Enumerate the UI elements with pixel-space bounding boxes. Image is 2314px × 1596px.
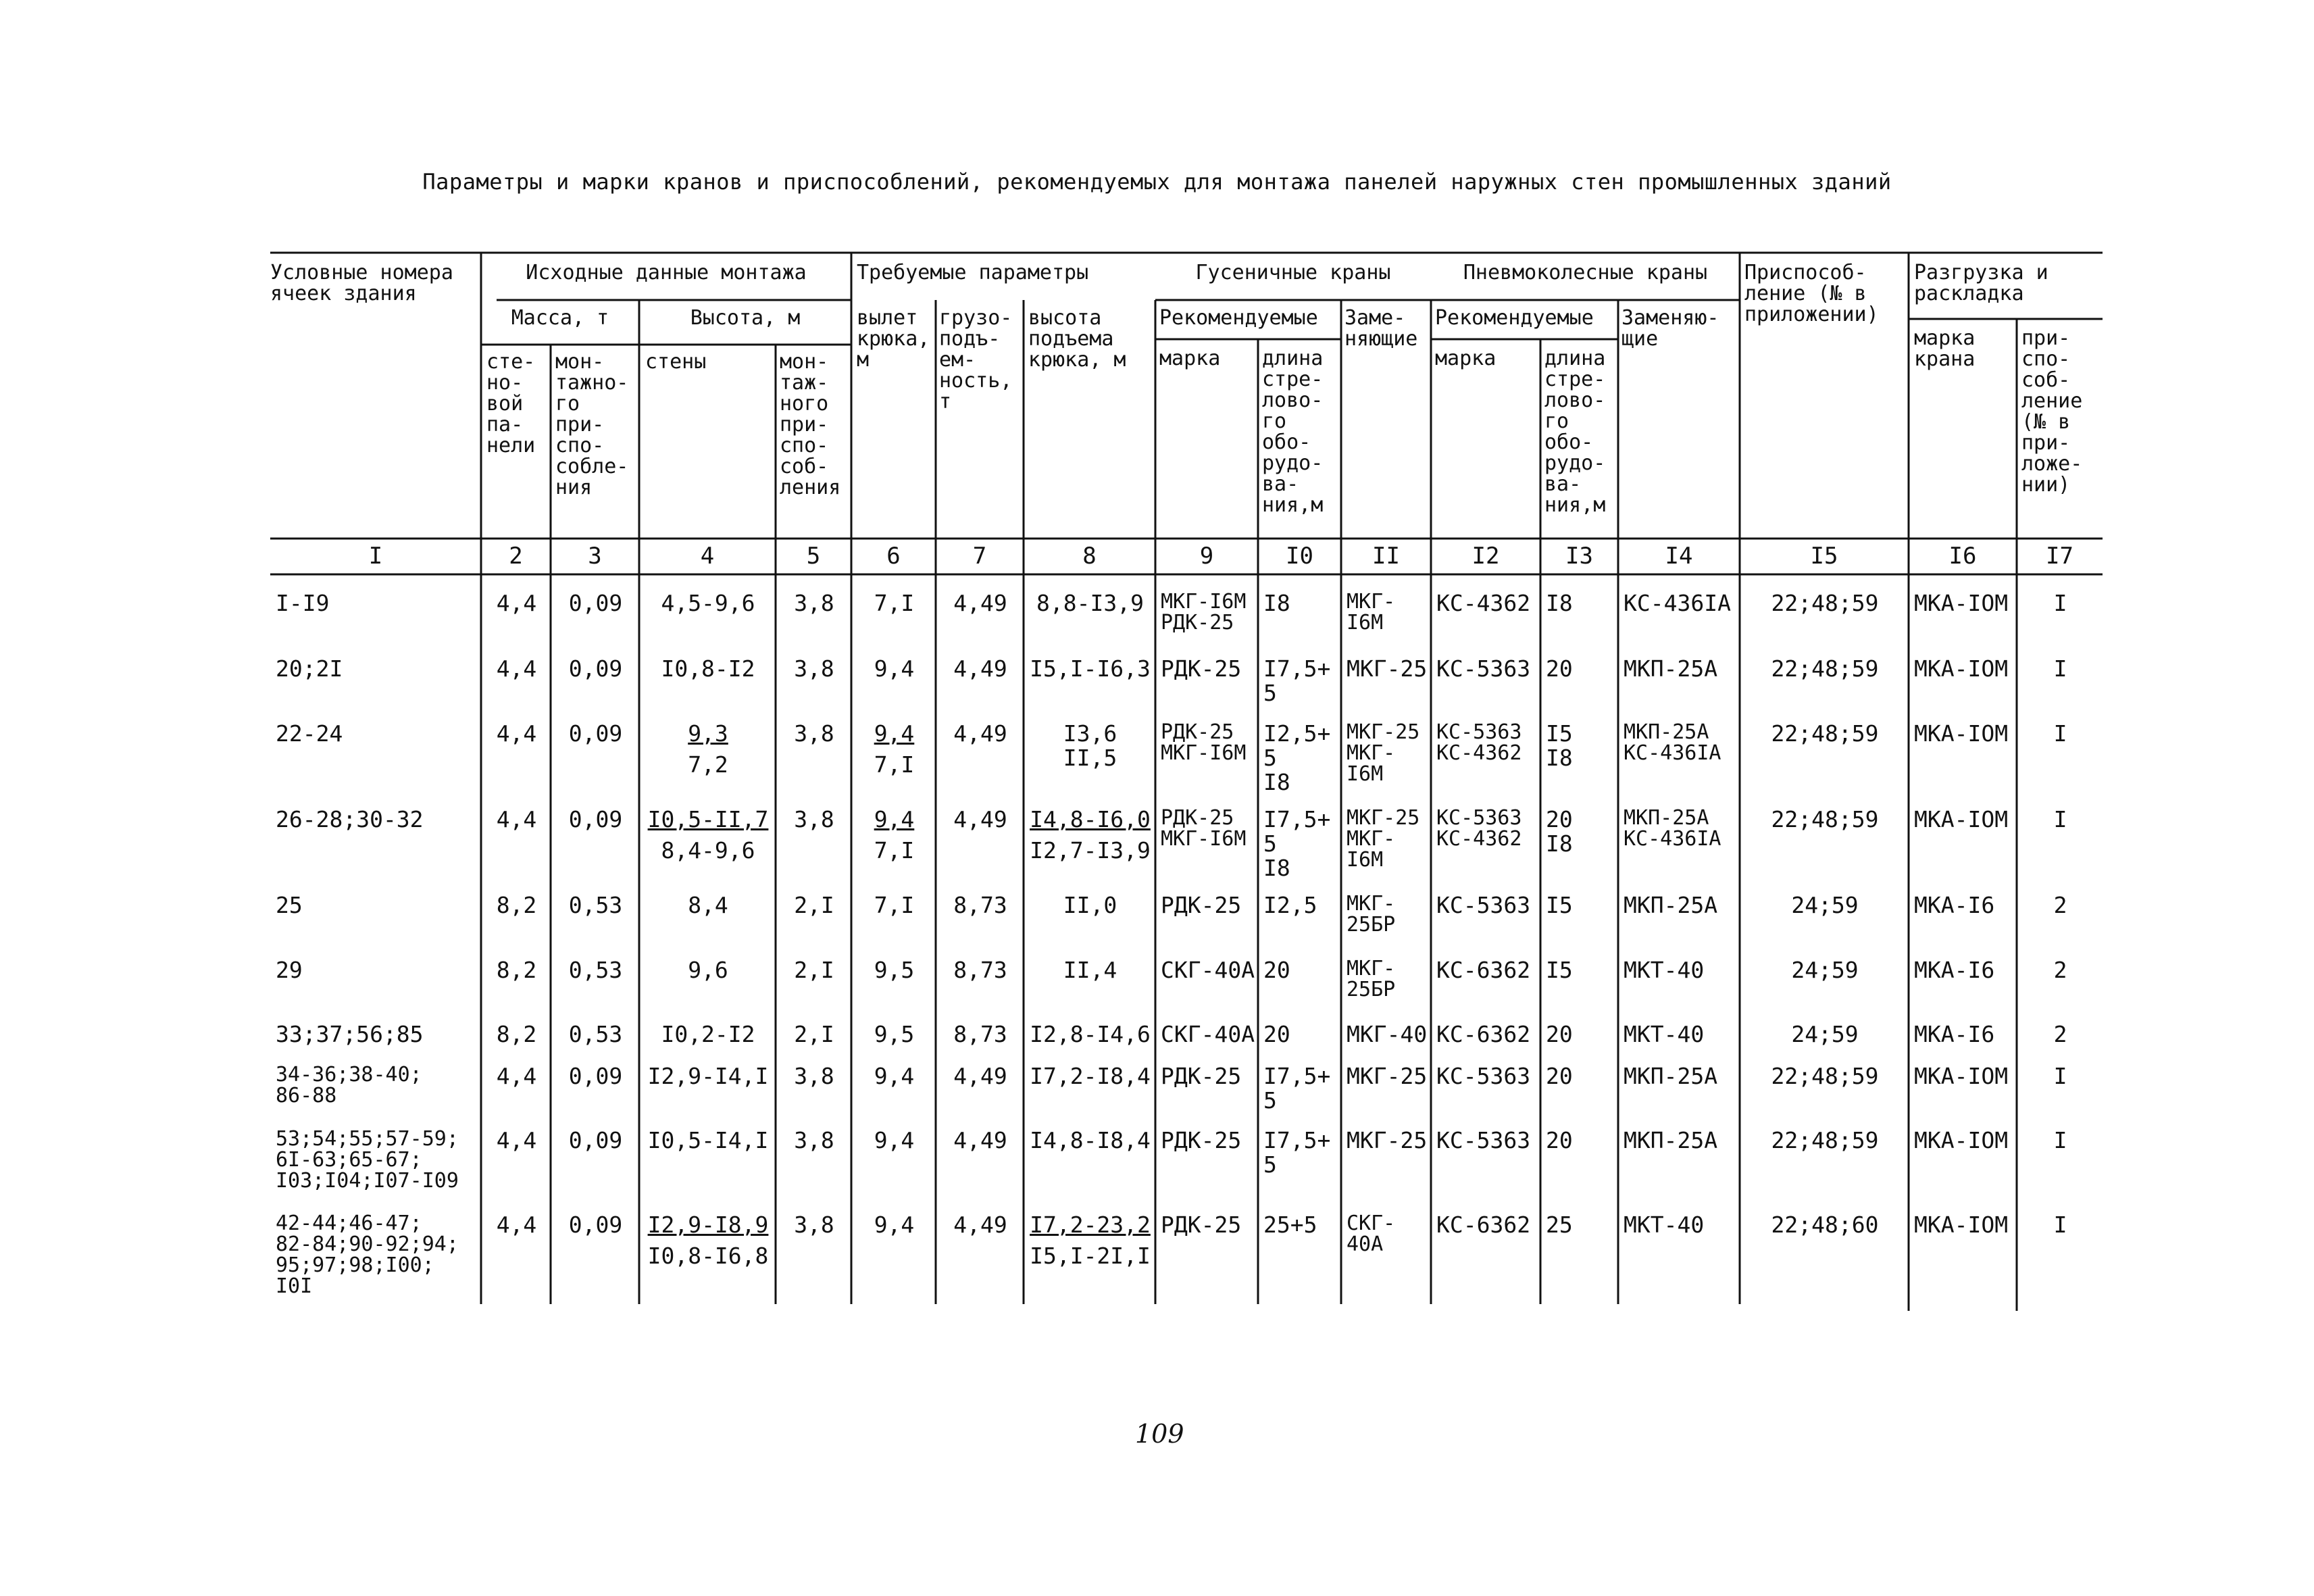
fraction-denominator: 7,2 [688,751,728,778]
table-cell: I8 [1263,590,1290,616]
table-cell: 4,4 [496,720,537,747]
table-cell [1029,807,1151,863]
header-mark-1: марка [1159,347,1221,370]
table-cell: 0,09 [568,806,623,832]
table-cell: 0,09 [568,590,623,616]
column-number: 3 [588,543,602,570]
header-hook-reach: вылет крюка, м [857,306,930,372]
row-label: 29 [276,957,303,983]
table-cell: I [2053,720,2067,747]
fraction-numerator: I7,2-23,2 [1030,1212,1151,1238]
table-cell: I [2053,806,2067,832]
row-label: 34-36;38-40; 86-88 [276,1063,422,1107]
table-cell: 3,8 [794,1063,834,1089]
table-cell: КС-6362 [1436,957,1531,983]
header-device: Приспособ- ление (№ в приложении) [1744,261,1879,326]
table-cell [645,807,772,863]
table-cell: I5 [1546,957,1573,983]
table-cell: КС-5363 [1436,1127,1531,1153]
table-cell: 20 [1546,1127,1573,1153]
header-recommended-1: Рекомендуемые [1159,306,1318,330]
table-cell: МКГ- 25БР [1347,957,1396,1001]
column-number: 6 [886,543,901,570]
table-cell: КС-5363 [1436,655,1531,682]
table-cell: КС-5363 [1436,892,1531,918]
table-cell: 8,2 [496,957,537,983]
table-cell: МКГ-25 МКГ- I6М [1347,806,1420,872]
fraction-numerator: 9,3 [688,720,728,747]
table-cell: 4,49 [953,590,1007,616]
table-cell: МКП-25А [1624,1127,1718,1153]
table-cell: МКГ-25 [1347,1063,1428,1089]
table-cell: МКА-IОМ [1914,1127,2009,1153]
table-cell: 20 I8 [1546,806,1573,857]
table-cell: МКА-I6 [1914,957,1995,983]
column-number: I3 [1565,543,1593,570]
header-initial-data: Исходные данные монтажа [526,261,807,284]
table-cell: 25 [1546,1212,1573,1238]
table-cell: МКП-25А [1624,1063,1718,1089]
table-cell: МКА-IОМ [1914,720,2009,747]
table-cell: 8,8-I3,9 [1036,590,1144,616]
table-cell: II,4 [1063,957,1117,983]
header-mass: Масса, т [511,306,609,330]
header-cell-numbers: Условные номера ячеек здания [270,261,453,305]
table-cell: I2,8-I4,6 [1030,1021,1151,1047]
column-number: 8 [1082,543,1097,570]
table-cell: МКГ- I6М [1347,590,1396,634]
table-cell: 4,4 [496,1212,537,1238]
column-number: 2 [509,543,523,570]
row-label: 25 [276,892,303,918]
table-cell [857,722,932,777]
column-number: I6 [1948,543,1977,570]
table-cell: 0,09 [568,1127,623,1153]
table-cell [645,722,772,777]
table-cell: МКА-IОМ [1914,590,2009,616]
header-boom-length-1: длина стре- лово- го обо- рудо- ва- ния,м [1262,347,1324,517]
table-cell: 22;48;59 [1771,655,1879,682]
table-cell: 8,2 [496,1021,537,1047]
table-title: Параметры и марки кранов и приспособлений, рекомендуемых для монтажа панелей наружных стен промышленных зданий [422,169,1892,195]
header-required-params: Требуемые параметры [857,261,1089,284]
header-recommended-2: Рекомендуемые [1435,306,1594,330]
table-cell: РДК-25 МКГ-I6М [1161,720,1247,765]
table-cell [857,807,932,863]
table-cell: 4,49 [953,806,1007,832]
table-cell: I5 I8 [1546,720,1573,771]
table-cell: 20 [1263,957,1290,983]
row-label: 26-28;30-32 [276,806,424,832]
table-cell: КС-6362 [1436,1212,1531,1238]
table-cell: 20 [1546,655,1573,682]
table-cell: 22;48;59 [1771,806,1879,832]
table-cell: 7,I [874,892,915,918]
table-cell: II,0 [1063,892,1117,918]
table-cell: I7,5+ 5 I8 [1263,806,1331,881]
column-number: 9 [1199,543,1214,570]
fraction-denominator: 7,I [874,751,915,778]
table-cell: 8,4 [688,892,728,918]
table-cell: 25+5 [1263,1212,1317,1238]
header-device-2: при- спо- соб- ление (№ в при- ложе- нии) [2021,326,2083,497]
table-cell [645,1213,772,1268]
table-cell: I7,2-I8,4 [1030,1063,1151,1089]
table-cell: МКГ-25 [1347,655,1428,682]
table-cell: 22;48;60 [1771,1212,1879,1238]
table-cell: КС-4362 [1436,590,1531,616]
table-cell: 0,09 [568,1063,623,1089]
table-cell: 2,I [794,892,834,918]
column-number: I7 [2046,543,2073,570]
header-replacing-1: Заме- няющие [1344,306,1418,351]
table-cell: I8 [1546,590,1573,616]
table-cell: I [2053,1063,2067,1089]
table-cell: РДК-25 [1161,1212,1242,1238]
table-cell: КС-5363 КС-4362 [1436,720,1522,765]
table-cell: 0,09 [568,720,623,747]
table-cell: 9,5 [874,1021,915,1047]
table-cell [1029,1213,1151,1268]
header-wall-panel: сте- но- вой па- нели [486,350,536,457]
table-cell: I [2053,590,2067,616]
table-cell: 4,4 [496,806,537,832]
table-cell: РДК-25 [1161,1063,1242,1089]
header-unloading: Разгрузка и раскладка [1914,261,2048,305]
table-cell: МКА-I6 [1914,1021,1995,1047]
table-cell: МКГ-I6М РДК-25 [1161,590,1247,634]
table-cell: РДК-25 МКГ-I6М [1161,806,1247,851]
table-cell: 4,4 [496,655,537,682]
table-cell: 22;48;59 [1771,720,1879,747]
fraction-denominator: 8,4-9,6 [661,837,755,864]
fraction-numerator: 9,4 [874,806,915,832]
table-cell: I0,8-I2 [661,655,755,682]
table-cell: 0,53 [568,957,623,983]
table-cell: 9,4 [874,1063,915,1089]
table-cell: МКП-25А КС-436IА [1624,806,1721,851]
table-cell: МКА-IОМ [1914,806,2009,832]
table-cell: МКА-IОМ [1914,1212,2009,1238]
header-crawler-cranes: Гусеничные краны [1195,261,1391,284]
column-number: I0 [1286,543,1313,570]
table-cell: СКГ- 40А [1347,1212,1396,1256]
row-label: 20;2I [276,655,343,682]
table-cell: I7,5+ 5 [1263,1127,1331,1178]
fraction-denominator: I2,7-I3,9 [1030,837,1151,864]
table-cell: 0,09 [568,1212,623,1238]
table-cell: 0,53 [568,1021,623,1047]
table-cell: 9,6 [688,957,728,983]
fraction-numerator: 9,4 [874,720,915,747]
column-number: I2 [1472,543,1500,570]
table-cell: МКГ- 25БР [1347,892,1396,937]
column-number: II [1372,543,1400,570]
table-cell: РДК-25 [1161,1127,1242,1153]
table-cell: I [2053,1127,2067,1153]
table-cell: МКП-25А КС-436IА [1624,720,1721,765]
column-number: I4 [1665,543,1693,570]
table-cell: I2,5 [1263,892,1317,918]
header-hook-lift-height: высота подъема крюка, м [1028,306,1126,372]
header-boom-length-2: длина стре- лово- го обо- рудо- ва- ния,м [1544,347,1606,517]
table-cell: 0,53 [568,892,623,918]
table-cell: МКА-IОМ [1914,655,2009,682]
fraction-denominator: I5,I-2I,I [1030,1243,1151,1269]
table-cell: 0,09 [568,655,623,682]
table-cell: РДК-25 [1161,655,1242,682]
header-walls: стены [645,350,707,374]
table-cell: 8,73 [953,957,1007,983]
table-cell: 3,8 [794,806,834,832]
table-cell: 3,8 [794,590,834,616]
header-replacing-2: Заменяю- щие [1621,306,1719,351]
table-cell: 2,I [794,957,834,983]
table-cell: 2 [2053,957,2067,983]
table-cell: КС-6362 [1436,1021,1531,1047]
row-label: 42-44;46-47; 82-84;90-92;94; 95;97;98;I00; I0I [276,1212,459,1298]
table-cell: КС-5363 КС-4362 [1436,806,1522,851]
table-cell: 4,49 [953,1212,1007,1238]
table-cell: 22;48;59 [1771,1127,1879,1153]
table-cell: 7,I [874,590,915,616]
table-cell: 22;48;59 [1771,590,1879,616]
header-mounting-device-mass: мон- тажно- го при- спо- собле- ния [555,350,629,499]
header-height: Высота, м [690,306,801,330]
table-cell: I [2053,1212,2067,1238]
header-load-capacity: грузо- подъ- ем- ность, т [939,306,1013,414]
table-cell: МКГ-25 МКГ- I6М [1347,720,1420,786]
column-number: 7 [972,543,987,570]
table-cell: 2 [2053,1021,2067,1047]
table-cell: 8,73 [953,1021,1007,1047]
table-cell: 3,8 [794,1127,834,1153]
table-cell: КС-5363 [1436,1063,1531,1089]
fraction-numerator: I0,5-II,7 [647,806,769,832]
table-cell: 9,5 [874,957,915,983]
table-cell: I0,2-I2 [661,1021,755,1047]
fraction-numerator: I4,8-I6,0 [1030,806,1151,832]
table-cell: I7,5+ 5 [1263,1063,1331,1114]
table-cell: 3,8 [794,655,834,682]
fraction-denominator: I0,8-I6,8 [647,1243,769,1269]
table-cell: 9,4 [874,1212,915,1238]
table-cell: 9,4 [874,1127,915,1153]
table-cell: 4,4 [496,590,537,616]
column-number: 5 [806,543,821,570]
table-cell: СКГ-40А [1161,1021,1255,1047]
table-cell: МКА-I6 [1914,892,1995,918]
row-label: 53;54;55;57-59; 6I-63;65-67; I03;I04;I07-I09 [276,1127,459,1193]
column-number: I5 [1810,543,1838,570]
header-crane-mark: марка крана [1914,326,1976,371]
table-cell: МКТ-40 [1624,1021,1705,1047]
table-cell: I4,8-I8,4 [1030,1127,1151,1153]
table-cell: 4,49 [953,720,1007,747]
table-cell: I [2053,655,2067,682]
table-cell: 20 [1546,1063,1573,1089]
table-cell: 22;48;59 [1771,1063,1879,1089]
table-cell: I5,I-I6,3 [1030,655,1151,682]
table-cell: 4,4 [496,1063,537,1089]
table-cell: 2,I [794,1021,834,1047]
column-number: I [368,543,383,570]
table-cell: МКП-25А [1624,892,1718,918]
table-cell: 24;59 [1791,1021,1859,1047]
table-cell: I7,5+ 5 [1263,655,1331,706]
header-pneumatic-cranes: Пневмоколесные краны [1463,261,1708,284]
table-cell: 3,8 [794,1212,834,1238]
table-cell: I2,5+ 5 I8 [1263,720,1331,795]
table-cell: I3,6 II,5 [1063,720,1117,771]
table-cell: I2,9-I4,I [647,1063,769,1089]
page-number: 109 [1135,1419,1184,1449]
table-cell: 4,4 [496,1127,537,1153]
table-cell: МКГ-25 [1347,1127,1428,1153]
table-cell: 2 [2053,892,2067,918]
table-cell: 4,49 [953,655,1007,682]
row-label: 33;37;56;85 [276,1021,424,1047]
table-cell: 24;59 [1791,892,1859,918]
fraction-denominator: 7,I [874,837,915,864]
table-cell: I0,5-I4,I [647,1127,769,1153]
table-cell: 20 [1546,1021,1573,1047]
table-cell: МКТ-40 [1624,1212,1705,1238]
table-cell: МКГ-40 [1347,1021,1428,1047]
row-label: 22-24 [276,720,343,747]
table-cell: МКТ-40 [1624,957,1705,983]
column-number: 4 [700,543,715,570]
table-cell: 20 [1263,1021,1290,1047]
table-cell: I5 [1546,892,1573,918]
table-cell: 4,49 [953,1127,1007,1153]
table-cell: РДК-25 [1161,892,1242,918]
table-cell: 24;59 [1791,957,1859,983]
table-cell: СКГ-40А [1161,957,1255,983]
table-cell: 4,49 [953,1063,1007,1089]
table-cell: 9,4 [874,655,915,682]
header-mounting-device-height: мон- таж- ного при- спо- соб- ления [780,350,841,499]
fraction-numerator: I2,9-I8,9 [647,1212,769,1238]
table-cell: 4,5-9,6 [661,590,755,616]
table-cell: МКП-25А [1624,655,1718,682]
table-cell: 8,2 [496,892,537,918]
row-label: I-I9 [276,590,330,616]
table-cell: 8,73 [953,892,1007,918]
table-cell: МКА-IОМ [1914,1063,2009,1089]
table-cell: КС-436IА [1624,590,1731,616]
header-mark-2: марка [1435,347,1496,370]
table-cell: 3,8 [794,720,834,747]
